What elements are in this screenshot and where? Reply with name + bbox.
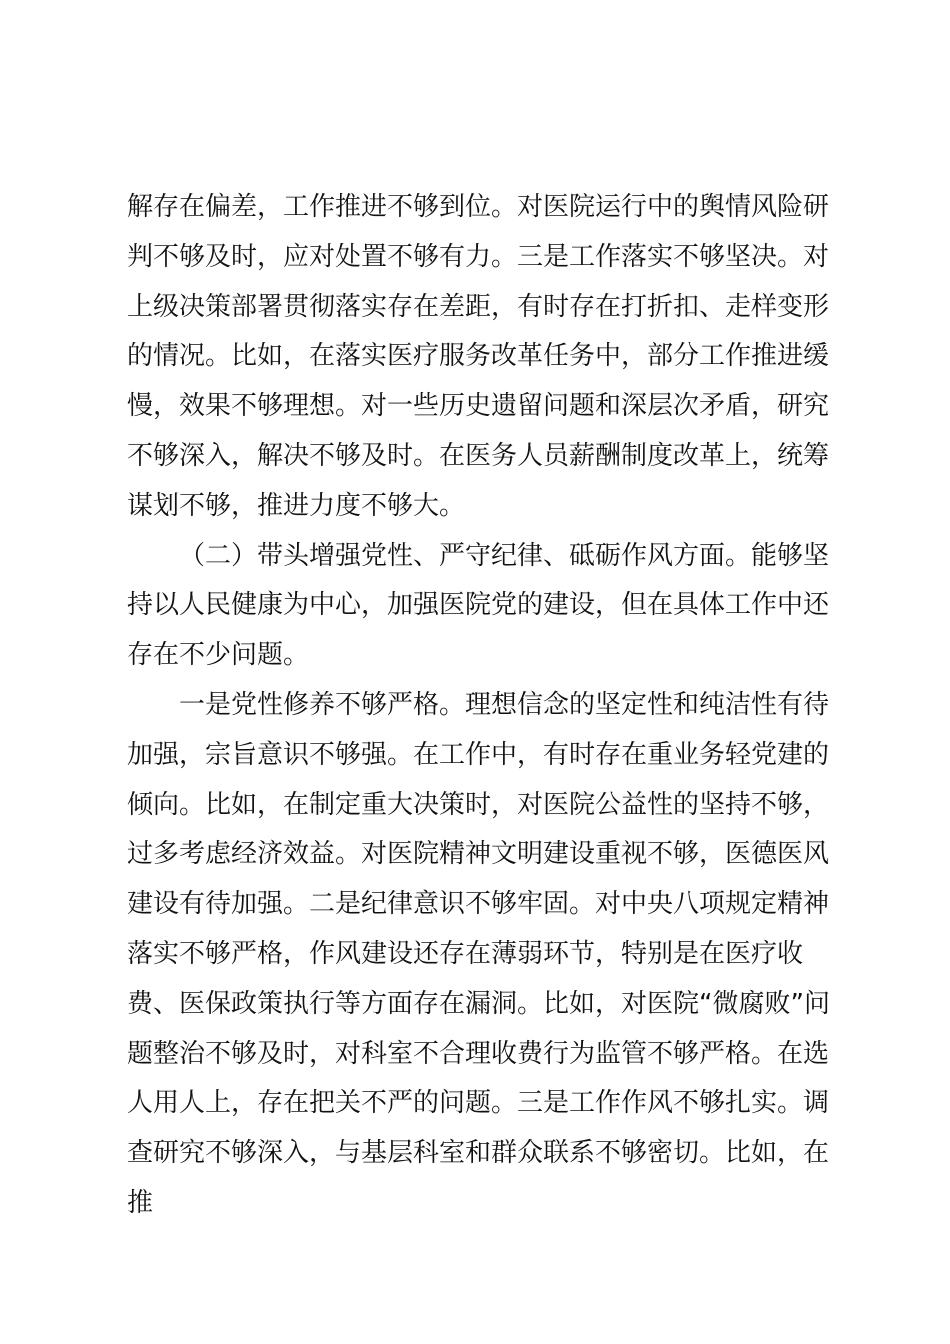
document-body xyxy=(127,183,847,1229)
paragraph-1: 解存在偏差，工作推进不够到位。对医院运行中的舆情风险研判不够及时，应对处置不够有力。三是工作落实不够坚决。对上级决策部署贯彻落实存在差距，有时存在打折扣、走样变形的情况。比如，在落实医疗服务改革任务中，部分工作推进缓慢，效果不够理想。对一些历史遗留问题和深层次矛盾，研究不够深入，解决不够及时。在医务人员薪酬制度改革上，统筹谋划不够，推进力度不够大。 xyxy=(127,192,830,521)
paragraph-3: 一是党性修养不够严格。理想信念的坚定性和纯洁性有待加强，宗旨意识不够强。在工作中，有时存在重业务轻党建的倾向。比如，在制定重大决策时，对医院公益性的坚持不够，过多考虑经济效益。对医院精神文明建设重视不够，医德医风建设有待加强。二是纪律意识不够牢固。对中央八项规定精神落实不够严格，作风建设还存在薄弱环节，特别是在医疗收费、医保政策执行等方面存在漏洞。比如，对医院“微腐败”问题整治不够及时，对科室不合理收费行为监管不够严格。在选人用人上，存在把关不严的问题。三是工作作风不够扎实。调查研究不够深入，与基层科室和群众联系不够密切。比如，在推 xyxy=(127,689,830,1218)
paragraph-2: （二）带头增强党性、严守纪律、砥砺作风方面。能够坚持以人民健康为中心，加强医院党的建设，但在具体工作中还存在不少问题。 xyxy=(127,540,830,671)
